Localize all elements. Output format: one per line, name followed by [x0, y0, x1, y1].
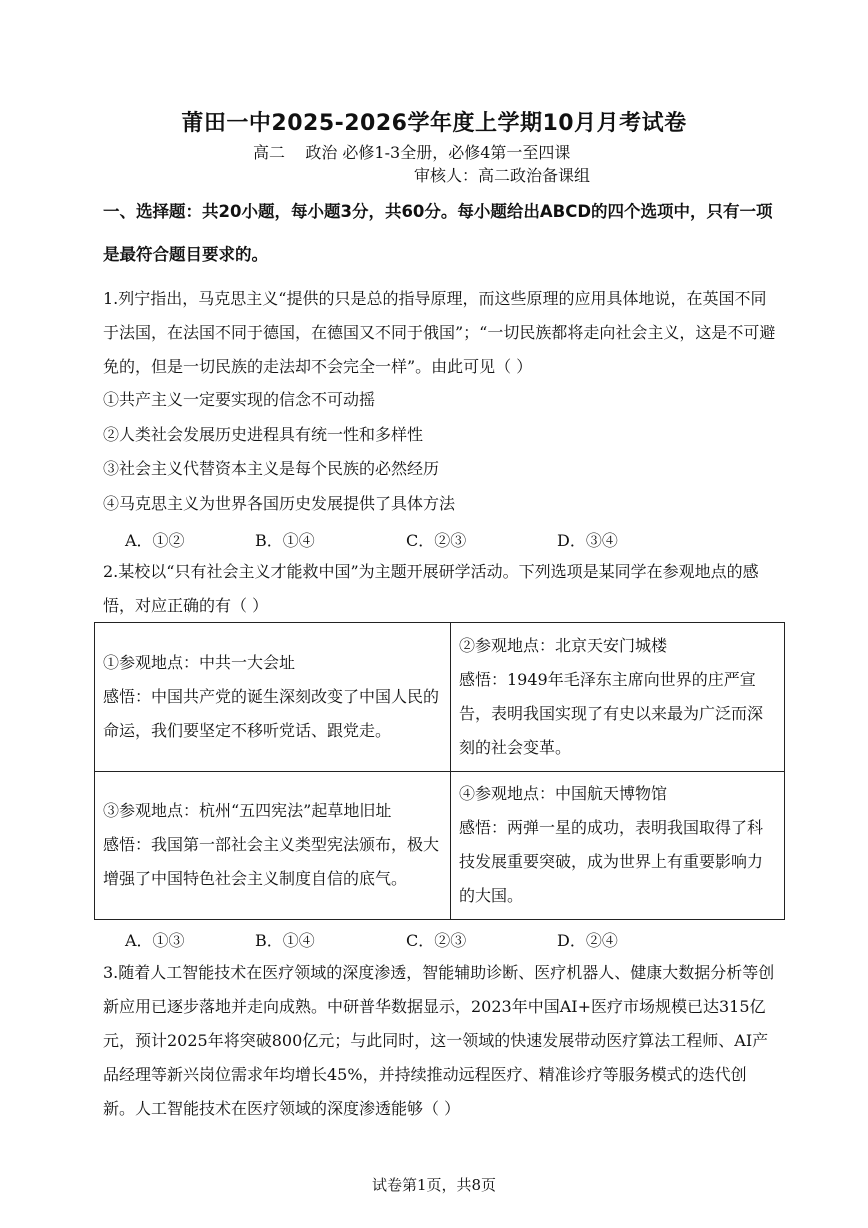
table-cell-4	[451, 771, 785, 920]
exam-reviewer: 审核人：高二政治备课组	[414, 166, 591, 185]
question-1-option-4: ④马克思主义为世界各国历史发展提供了具体方法	[103, 494, 456, 513]
choice-b[interactable]: B．①④	[255, 931, 315, 950]
question-2-table	[94, 622, 785, 920]
question-1-choices	[125, 528, 685, 558]
page-footer: 试卷第1页，共8页	[371, 1176, 497, 1194]
exam-subtitle: 高二 政治 必修1-3全册，必修4第一至四课	[253, 143, 571, 162]
table-cell-3	[95, 771, 451, 920]
question-2-stem: 2.某校以“只有社会主义才能救中国”为主题开展研学活动。下列选项是某同学在参观地点的感悟，对应正确的有（ ）	[103, 562, 759, 615]
question-1-stem: 1.列宁指出，马克思主义“提供的只是总的指导原理，而这些原理的应用具体地说，在英国不同于法国，在法国不同于德国，在德国又不同于俄国”；“一切民族都将走向社会主义，这是不可避免的，但是一切民族的走法却不会完全一样”。由此可见（ ）	[103, 289, 776, 376]
choice-b[interactable]: B．①④	[255, 531, 315, 550]
question-2-choices	[125, 928, 685, 958]
question-1-option-3: ③社会主义代替资本主义是每个民族的必然经历	[103, 459, 440, 478]
cell-1-insight: 感悟：中国共产党的诞生深刻改变了中国人民的命运，我们要坚定不移听党话、跟党走。	[103, 686, 440, 740]
section-heading: 一、选择题：共20小题，每小题3分，共60分。每小题给出ABCD的四个选项中，只有一项是最符合题目要求的。	[103, 202, 773, 264]
cell-3-place: ③参观地点：杭州“五四宪法”起草地旧址	[103, 801, 392, 821]
table-cell-2	[451, 623, 785, 772]
cell-3-insight: 感悟：我国第一部社会主义类型宪法颁布，极大增强了中国特色社会主义制度自信的底气。	[103, 835, 440, 889]
choice-d[interactable]: D．③④	[557, 531, 618, 550]
cell-1-place: ①参观地点：中共一大会址	[103, 652, 296, 672]
choice-d[interactable]: D．②④	[557, 931, 618, 950]
choice-a[interactable]: A．①③	[125, 931, 185, 950]
cell-2-place: ②参观地点：北京天安门城楼	[459, 635, 668, 655]
table-cell-1	[95, 623, 451, 772]
question-3-stem: 3.随着人工智能技术在医疗领域的深度渗透，智能辅助诊断、医疗机器人、健康大数据分析等创新应用已逐步落地并走向成熟。中研普华数据显示，2023年中国AI+医疗市场规模已达315亿元，预计2025年将突破800亿元；与此同时，这一领域的快速发展带动医疗算法工程师、AI产品经理等新兴岗位需求年均增长45%，并持续推动远程医疗、精准诊疗等服务模式的迭代创新。人工智能技术在医疗领域的深度渗透能够（ ）	[103, 963, 775, 1118]
cell-4-place: ④参观地点：中国航天博物馆	[459, 784, 668, 804]
choice-a[interactable]: A．①②	[125, 531, 185, 550]
cell-4-insight: 感悟：两弹一星的成功，表明我国取得了科技发展重要突破，成为世界上有重要影响力的大国。	[459, 818, 764, 906]
question-1-option-1: ①共产主义一定要实现的信念不可动摇	[103, 390, 376, 409]
choice-c[interactable]: C．②③	[406, 531, 467, 550]
choice-c[interactable]: C．②③	[406, 931, 467, 950]
question-1-option-2: ②人类社会发展历史进程具有统一性和多样性	[103, 425, 424, 444]
cell-2-insight: 感悟：1949年毛泽东主席向世界的庄严宣告，表明我国实现了有史以来最为广泛而深刻的社会变革。	[459, 669, 764, 757]
exam-title: 莆田一中2025-2026学年度上学期10月月考试卷	[181, 111, 687, 136]
